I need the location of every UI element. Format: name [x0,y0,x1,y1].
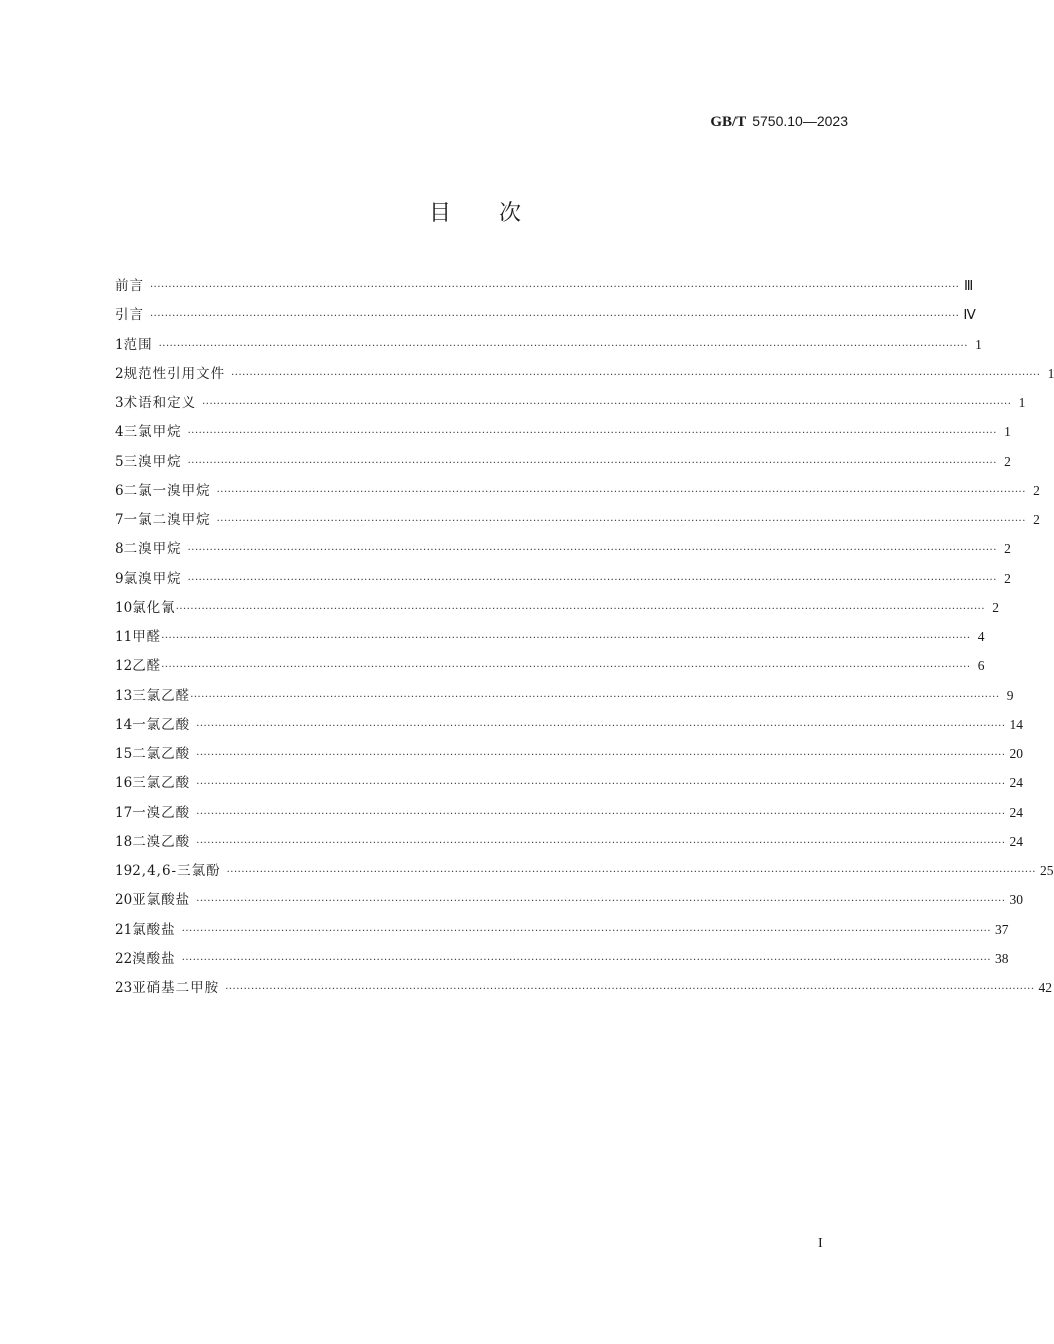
toc-entry-page: 37 [995,921,1009,937]
toc-entry-number: 2 [115,365,124,382]
dot-leader: ···························································································································································································································· [226,867,1036,878]
toc-entry-page: 1 [1004,424,1011,440]
toc-entry-number: 22 [115,950,133,967]
toc-entry-page: 2 [1004,541,1011,557]
toc-entry-page: 2 [992,599,1000,615]
toc-entry-label: 三溴甲烷 [123,453,182,470]
toc-entry-number: 15 [115,746,133,762]
dot-leader: ···························································································································································································································· [216,516,1026,527]
toc-entry-page: 2 [1004,570,1011,586]
toc-entry-number: 16 [115,775,133,792]
dot-leader: ···························································································································································································································· [187,457,997,469]
dot-leader: ···························································································································································································································· [175,603,986,615]
toc-entry-label: 氯化氰 [132,599,176,616]
toc-entry[interactable] [115,625,985,654]
toc-entry-page: 24 [1009,804,1024,820]
toc-entry[interactable] [115,684,1014,713]
toc-entry-label: 氯酸盐 [132,921,176,938]
toc-entry-label: 三氯乙醛 [132,687,191,704]
dot-leader: ···························································································································································································································· [190,691,1000,703]
toc-entry-number: 4 [115,424,124,441]
toc-entry[interactable] [115,713,1024,742]
dot-leader: ···························································································································································································································· [225,984,1035,995]
toc-entry-number: 7 [115,512,124,528]
dot-leader: ···························································································································································································································· [161,662,971,674]
toc-entry[interactable] [115,420,1011,449]
toc-entry[interactable] [115,479,1040,508]
toc-entry-label: 引言 [115,307,144,324]
dot-leader: ···························································································································································································································· [216,486,1026,498]
toc-entry-number: 6 [115,482,124,499]
toc-entry-page: 30 [1009,892,1024,908]
toc-entry-label: 氯溴甲烷 [123,570,182,587]
toc-entry[interactable] [115,537,1011,566]
toc-entry-page: 1 [1018,395,1026,410]
dot-leader: ···························································································································································································································· [150,311,960,323]
toc-entry-number: 8 [115,541,124,558]
toc-entry-page: 1 [1047,365,1054,381]
standard-code: GB/T [710,114,747,130]
toc-entry-label: 乙醛 [132,658,162,675]
toc-entry[interactable] [115,567,1011,596]
toc-entry-label: 二氯一溴甲烷 [123,482,211,499]
toc-entry[interactable] [115,391,1026,420]
toc-entry-label: 二氯乙酸 [132,746,191,762]
toc-entry-number: 14 [115,716,133,733]
toc-entry-label: 亚氯酸盐 [132,892,191,909]
dot-leader: ···························································································································································································································· [196,896,1006,908]
toc-entry-page: 25 [1039,863,1054,878]
toc-entry-label: 2,4,6-三氯酚 [132,863,221,879]
dot-leader: ···························································································································································································································· [150,282,960,293]
toc-entry[interactable] [115,888,1024,917]
toc-entry-page: 20 [1009,746,1024,761]
toc-entry[interactable] [115,596,1000,625]
toc-entry-page: 9 [1006,687,1014,703]
toc-entry-number: 20 [115,892,133,909]
dot-leader: ···························································································································································································································· [196,808,1006,820]
toc-entry-label: 术语和定义 [123,395,197,411]
toc-entry[interactable] [115,303,976,332]
toc-entry-number: 9 [115,570,124,587]
table-of-contents [115,274,1054,1005]
dot-leader: ···························································································································································································································· [181,954,992,966]
toc-entry-number: 10 [115,599,133,616]
toc-entry[interactable] [115,742,1024,771]
toc-entry-label: 一氯二溴甲烷 [123,512,211,528]
toc-entry-number: 1 [115,336,124,353]
toc-entry-label: 一溴乙酸 [132,804,191,821]
toc-entry-page: 14 [1009,716,1024,732]
toc-entry-number: 17 [115,804,133,821]
dot-leader: ···························································································································································································································· [181,925,992,937]
toc-entry-page: 2 [1033,482,1040,498]
toc-entry-page: 6 [977,658,985,674]
toc-entry-page: 24 [1009,775,1024,791]
toc-entry[interactable] [115,508,1040,537]
toc-entry-number: 3 [115,395,124,411]
toc-entry-page: 38 [995,950,1009,966]
toc-entry-label: 范围 [123,336,153,353]
page-number: I [818,1236,823,1251]
page-title: 目次 [428,201,569,226]
toc-entry-number: 18 [115,833,133,850]
dot-leader: ···························································································································································································································· [202,399,1012,410]
toc-entry-page: Ⅲ [964,278,974,293]
toc-entry[interactable] [115,654,985,683]
toc-entry[interactable] [115,947,1009,976]
toc-entry-page: 42 [1038,980,1053,995]
toc-entry-page: 2 [1033,512,1040,527]
toc-entry-page: 24 [1009,833,1024,849]
dot-leader: ···························································································································································································································· [187,574,997,586]
toc-entry-number: 23 [115,980,133,996]
toc-entry[interactable] [115,771,1024,800]
toc-entry-label: 二溴甲烷 [123,541,182,558]
toc-entry[interactable] [115,450,1011,479]
toc-entry[interactable] [115,918,1009,947]
toc-entry[interactable] [115,333,982,362]
dot-leader: ···························································································································································································································· [187,545,997,557]
toc-entry[interactable] [115,801,1024,830]
dot-leader: ···························································································································································································································· [196,779,1006,791]
toc-entry-label: 溴酸盐 [132,950,176,967]
dot-leader: ···························································································································································································································· [158,340,968,352]
toc-entry-page: 2 [1004,453,1011,469]
toc-entry-page: 1 [975,336,982,352]
toc-entry-number: 12 [115,658,133,675]
toc-entry-page: Ⅳ [963,307,976,323]
toc-entry-label: 二溴乙酸 [132,833,191,850]
toc-entry-number: 5 [115,453,124,470]
dot-leader: ···························································································································································································································· [196,750,1006,761]
toc-entry-label: 三氯乙酸 [132,775,191,792]
toc-entry-number: 11 [115,629,133,645]
dot-leader: ···························································································································································································································· [231,369,1041,381]
toc-entry-label: 前言 [115,278,144,294]
toc-entry-number: 21 [115,921,133,938]
dot-leader: ···························································································································································································································· [196,720,1006,732]
dot-leader: ···························································································································································································································· [196,837,1006,849]
toc-entry[interactable] [115,362,1054,391]
toc-entry-page: 4 [977,629,985,644]
document-header [710,113,848,131]
toc-entry-number: 19 [115,863,133,879]
dot-leader: ···························································································································································································································· [187,428,997,440]
toc-entry-label: 三氯甲烷 [123,424,182,441]
standard-number: 5750.10—2023 [752,113,848,129]
toc-entry[interactable] [115,274,974,303]
toc-entry-label: 甲醛 [132,629,162,645]
toc-entry[interactable] [115,859,1054,888]
toc-entry-label: 一氯乙酸 [132,716,191,733]
toc-entry-number: 13 [115,687,133,704]
dot-leader: ···························································································································································································································· [161,633,971,644]
toc-entry[interactable] [115,830,1024,859]
toc-entry[interactable] [115,976,1053,1005]
toc-entry-label: 规范性引用文件 [123,365,226,382]
toc-entry-label: 亚硝基二甲胺 [132,980,220,996]
